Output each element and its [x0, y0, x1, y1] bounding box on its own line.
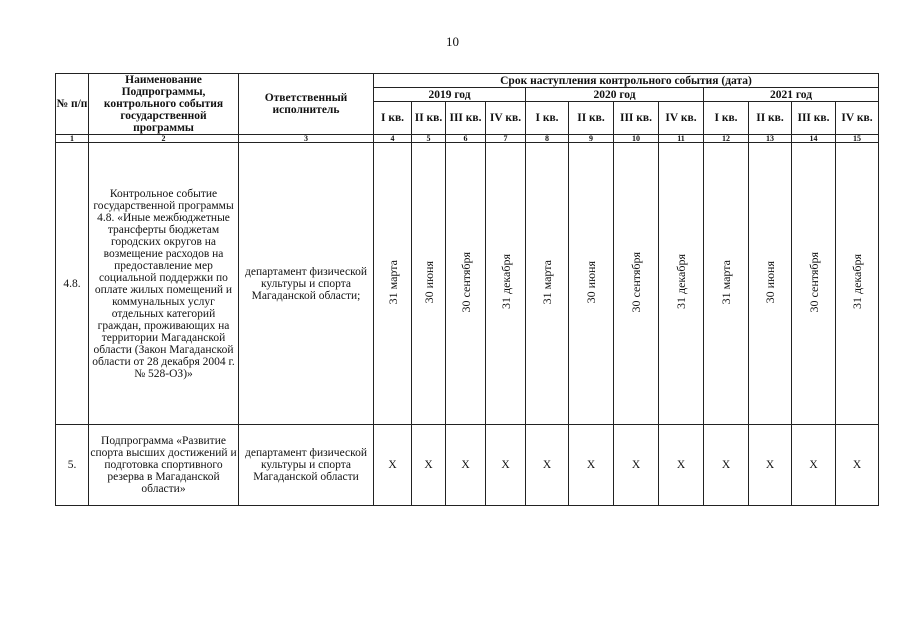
- column-number: 4: [374, 135, 412, 143]
- header-name: Наименование Подпрограммы, контрольного события государственной программы: [89, 74, 239, 135]
- header-quarter: II кв.: [412, 102, 446, 135]
- header-quarter: III кв.: [792, 102, 836, 135]
- header-quarter: III кв.: [614, 102, 659, 135]
- header-quarter: IV кв.: [486, 102, 526, 135]
- x-cell: X: [614, 425, 659, 506]
- header-deadline-group: Срок наступления контрольного события (дата): [374, 74, 879, 88]
- date-cell: 30 июня: [749, 143, 792, 425]
- column-number: 1: [56, 135, 89, 143]
- column-number: 11: [659, 135, 704, 143]
- x-cell: X: [749, 425, 792, 506]
- x-cell: X: [446, 425, 486, 506]
- x-cell: X: [412, 425, 446, 506]
- page-number: 10: [446, 34, 459, 49]
- date-cell: 31 декабря: [836, 143, 879, 425]
- date-cell: 30 сентября: [614, 143, 659, 425]
- column-number: 6: [446, 135, 486, 143]
- header-quarter: I кв.: [526, 102, 569, 135]
- control-events-table: [55, 73, 879, 506]
- date-cell: 31 марта: [704, 143, 749, 425]
- column-number: 14: [792, 135, 836, 143]
- row-name: Подпрограмма «Развитие спорта высших достижений и подготовка спортивного резерва в Магаданской области»: [89, 425, 239, 506]
- header-quarter: I кв.: [374, 102, 412, 135]
- header-year-2019: 2019 год: [374, 88, 526, 102]
- date-cell: 30 июня: [412, 143, 446, 425]
- date-cell: 30 сентября: [446, 143, 486, 425]
- column-number: 10: [614, 135, 659, 143]
- x-cell: X: [569, 425, 614, 506]
- header-num: № п/п: [56, 74, 89, 135]
- column-number: 7: [486, 135, 526, 143]
- row-responsible: департамент физической культуры и спорта Магаданской области;: [239, 143, 374, 425]
- row-name: Контрольное событие государственной программы 4.8. «Иные межбюджетные трансферты бюджетам городских округов на возмещение расходов на предоставление мер социальной поддержки по оплате жилых помещений и коммунальных услуг отдельных категорий граждан, проживающих на территории Магаданской области (Закон Магаданской области от 28 декабря 2004 г. № 528-ОЗ)»: [89, 143, 239, 425]
- header-responsible: Ответственный исполнитель: [239, 74, 374, 135]
- x-cell: X: [526, 425, 569, 506]
- date-cell: 31 марта: [526, 143, 569, 425]
- x-cell: X: [836, 425, 879, 506]
- header-quarter: IV кв.: [659, 102, 704, 135]
- header-quarter: III кв.: [446, 102, 486, 135]
- date-cell: 30 июня: [569, 143, 614, 425]
- x-cell: X: [792, 425, 836, 506]
- column-number: 2: [89, 135, 239, 143]
- x-cell: X: [486, 425, 526, 506]
- x-cell: X: [374, 425, 412, 506]
- column-number: 3: [239, 135, 374, 143]
- row-num: 4.8.: [56, 143, 89, 425]
- date-cell: 31 декабря: [659, 143, 704, 425]
- header-year-2021: 2021 год: [704, 88, 879, 102]
- date-cell: 31 марта: [374, 143, 412, 425]
- column-number: 12: [704, 135, 749, 143]
- column-number: 13: [749, 135, 792, 143]
- row-responsible: департамент физической культуры и спорта Магаданской области: [239, 425, 374, 506]
- table-row: [56, 425, 879, 506]
- column-number: 5: [412, 135, 446, 143]
- header-year-2020: 2020 год: [526, 88, 704, 102]
- column-number: 9: [569, 135, 614, 143]
- x-cell: X: [704, 425, 749, 506]
- row-num: 5.: [56, 425, 89, 506]
- date-cell: 30 сентября: [792, 143, 836, 425]
- table-row: [56, 143, 879, 425]
- column-number: 15: [836, 135, 879, 143]
- column-number: 8: [526, 135, 569, 143]
- date-cell: 31 декабря: [486, 143, 526, 425]
- header-quarter: II кв.: [749, 102, 792, 135]
- header-quarter: IV кв.: [836, 102, 879, 135]
- header-quarter: I кв.: [704, 102, 749, 135]
- header-quarter: II кв.: [569, 102, 614, 135]
- x-cell: X: [659, 425, 704, 506]
